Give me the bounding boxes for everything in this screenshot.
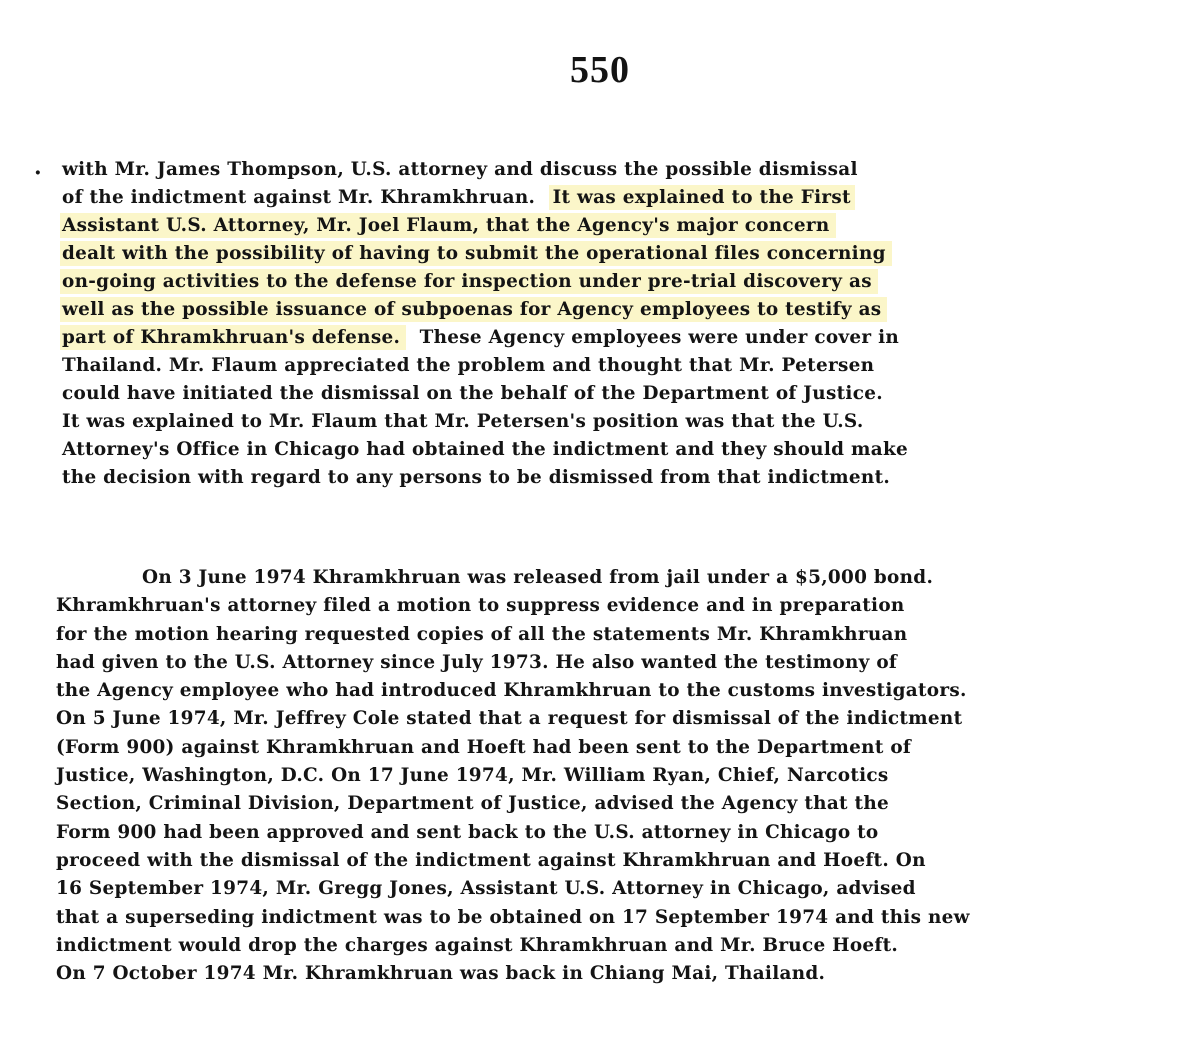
- text-line: [62, 212, 908, 240]
- page-number: 550: [570, 49, 630, 91]
- highlighted-text: part of Khramkhruan's defense.: [60, 325, 406, 350]
- text-line: 16 September 1974, Mr. Gregg Jones, Assistant U.S. Attorney in Chicago, advised: [56, 878, 916, 900]
- text-line: On 5 June 1974, Mr. Jeffrey Cole stated that a request for dismissal of the indictment: [56, 708, 963, 730]
- text-segment: of the indictment against Mr. Khramkhruan.: [62, 187, 536, 208]
- highlighted-text: well as the possible issuance of subpoenas for Agency employees to testify as: [60, 297, 887, 322]
- text-line: Form 900 had been approved and sent back to the U.S. attorney in Chicago to: [56, 821, 879, 843]
- text-line: for the motion hearing requested copies of all the statements Mr. Khramkhruan: [56, 623, 908, 645]
- highlighted-text: It was explained to the First: [549, 185, 855, 210]
- text-line: Thailand. Mr. Flaum appreciated the problem and thought that Mr. Petersen: [62, 355, 875, 376]
- paragraph-1: [62, 156, 908, 492]
- text-segment: These Agency employees were under cover in: [419, 327, 900, 348]
- text-line: indictment would drop the charges against Khramkhruan and Mr. Bruce Hoeft.: [56, 934, 899, 956]
- text-line: the decision with regard to any persons to be dismissed from that indictment.: [62, 467, 891, 488]
- text-line: On 7 October 1974 Mr. Khramkhruan was back in Chiang Mai, Thailand.: [56, 963, 826, 985]
- text-line: (Form 900) against Khramkhruan and Hoeft had been sent to the Department of: [56, 736, 912, 758]
- text-line: Attorney's Office in Chicago had obtained the indictment and they should make: [62, 439, 908, 460]
- text-line: [62, 184, 908, 212]
- text-line: It was explained to Mr. Flaum that Mr. Petersen's position was that the U.S.: [62, 411, 864, 432]
- highlighted-text: on-going activities to the defense for inspection under pre-trial discovery as: [60, 269, 878, 294]
- text-line: Section, Criminal Division, Department of Justice, advised the Agency that the: [56, 793, 890, 815]
- text-line: Khramkhruan's attorney filed a motion to suppress evidence and in preparation: [56, 595, 905, 617]
- text-line: [62, 240, 908, 268]
- text-line: Justice, Washington, D.C. On 17 June 1974, Mr. William Ryan, Chief, Narcotics: [56, 765, 889, 787]
- highlighted-text: dealt with the possibility of having to submit the operational files concerning: [60, 241, 892, 266]
- bullet-mark: ·: [34, 160, 42, 186]
- text-line: the Agency employee who had introduced Khramkhruan to the customs investigators.: [56, 680, 967, 702]
- text-line: that a superseding indictment was to be obtained on 17 September 1974 and this new: [56, 906, 970, 928]
- text-line: with Mr. James Thompson, U.S. attorney and discuss the possible dismissal: [62, 159, 858, 180]
- paragraph-2: [56, 564, 970, 988]
- text-line: proceed with the dismissal of the indictment against Khramkhruan and Hoeft. On: [56, 849, 926, 871]
- highlighted-text: Assistant U.S. Attorney, Mr. Joel Flaum, that the Agency's major concern: [60, 213, 836, 238]
- text-line: [62, 296, 908, 324]
- text-line: On 3 June 1974 Khramkhruan was released from jail under a $5,000 bond.: [142, 567, 934, 588]
- text-line: had given to the U.S. Attorney since July 1973. He also wanted the testimony of: [56, 651, 898, 673]
- text-line: could have initiated the dismissal on the behalf of the Department of Justice.: [62, 383, 883, 404]
- text-line: [62, 268, 908, 296]
- text-line: [62, 324, 908, 352]
